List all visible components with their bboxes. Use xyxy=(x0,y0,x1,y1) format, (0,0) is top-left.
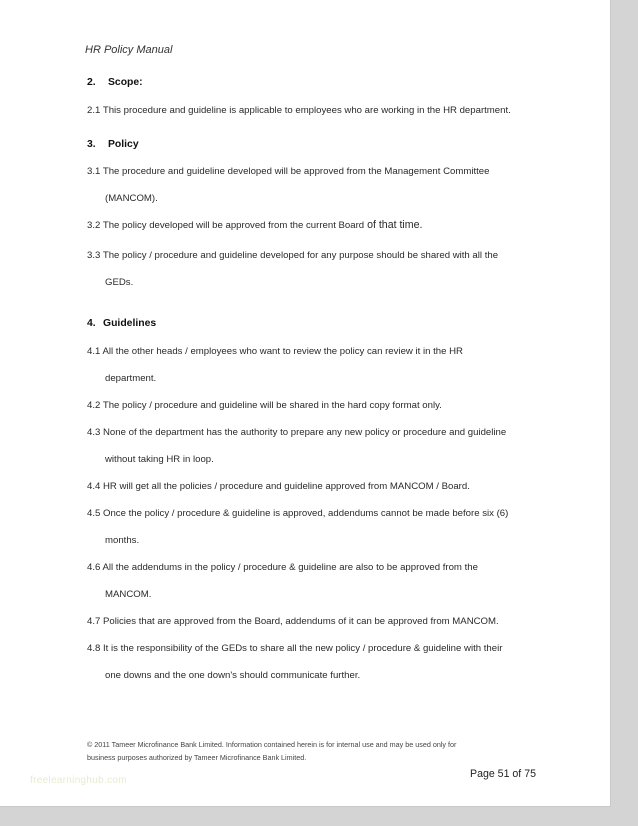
page-header: HR Policy Manual xyxy=(85,44,173,56)
paragraph-text: 4.8 It is the responsibility of the GEDs to share all the new policy / procedure & guideline with their xyxy=(87,643,503,654)
section-number: 2. xyxy=(87,77,96,88)
section-title: Policy xyxy=(108,139,139,150)
section-title: Guidelines xyxy=(103,318,157,329)
paragraph-continuation: without taking HR in loop. xyxy=(105,454,214,465)
section-number: 4. xyxy=(87,318,96,329)
paragraph-4-4 xyxy=(87,480,552,493)
copyright-line: business purposes authorized by Tameer Microfinance Bank Limited. xyxy=(87,753,307,762)
paragraph-text: 3.1 The procedure and guideline developed will be approved from the Management Committee xyxy=(87,166,490,177)
copyright-notice xyxy=(87,738,537,764)
section-heading xyxy=(87,138,552,151)
paragraph-4-8 xyxy=(87,642,552,682)
paragraph-continuation: months. xyxy=(105,535,140,546)
paragraph-2-1 xyxy=(87,104,552,117)
paragraph-continuation: department. xyxy=(105,373,157,384)
paragraph-text: 4.7 Policies that are approved from the Board, addendums of it can be approved from MANCOM. xyxy=(87,616,499,627)
paragraph-text: 4.5 Once the policy / procedure & guideline is approved, addendums cannot be made before six (6) xyxy=(87,508,509,519)
paragraph-continuation: (MANCOM). xyxy=(105,193,158,204)
paragraph-text: 4.1 All the other heads / employees who want to review the policy can review it in the HR xyxy=(87,346,463,357)
section-policy xyxy=(87,138,552,289)
paragraph-text: 4.2 The policy / procedure and guideline will be shared in the hard copy format only. xyxy=(87,400,442,411)
paragraph-3-2 xyxy=(87,219,552,232)
paragraph-text: 2.1 This procedure and guideline is applicable to employees who are working in the HR department. xyxy=(87,105,511,116)
paragraph-4-5 xyxy=(87,507,552,547)
paragraph-3-1 xyxy=(87,165,552,205)
paragraph-continuation: GEDs. xyxy=(105,277,134,288)
paragraph-text: 3.3 The policy / procedure and guideline developed for any purpose should be shared with all the xyxy=(87,250,499,261)
section-heading xyxy=(87,76,552,89)
document-body xyxy=(87,76,552,682)
section-title: Scope: xyxy=(108,77,143,88)
paragraph-continuation: one downs and the one down's should communicate further. xyxy=(105,670,361,681)
paragraph-4-2 xyxy=(87,399,552,412)
paragraph-text: 4.3 None of the department has the authority to prepare any new policy or procedure and guideline xyxy=(87,427,507,438)
section-heading xyxy=(87,317,552,330)
paragraph-4-7 xyxy=(87,615,552,628)
paragraph-text: 3.2 The policy developed will be approved from the current Board xyxy=(87,220,365,231)
paragraph-tail: of that time. xyxy=(364,219,423,231)
page-number: Page 51 of 75 xyxy=(470,768,536,780)
watermark: freelearninghub.com xyxy=(30,775,127,786)
paragraph-3-3 xyxy=(87,249,552,289)
section-number: 3. xyxy=(87,139,96,150)
section-guidelines xyxy=(87,317,552,682)
paragraph-4-3 xyxy=(87,426,552,466)
paragraph-4-1 xyxy=(87,345,552,385)
section-scope xyxy=(87,76,552,117)
paragraph-text: 4.4 HR will get all the policies / procedure and guideline approved from MANCOM / Board. xyxy=(87,481,470,492)
paragraph-text: 4.6 All the addendums in the policy / procedure & guideline are also to be approved from the xyxy=(87,562,478,573)
paragraph-continuation: MANCOM. xyxy=(105,589,152,600)
paragraph-4-6 xyxy=(87,561,552,601)
copyright-line: © 2011 Tameer Microfinance Bank Limited. Information contained herein is for internal use and may be used only for xyxy=(87,740,457,749)
